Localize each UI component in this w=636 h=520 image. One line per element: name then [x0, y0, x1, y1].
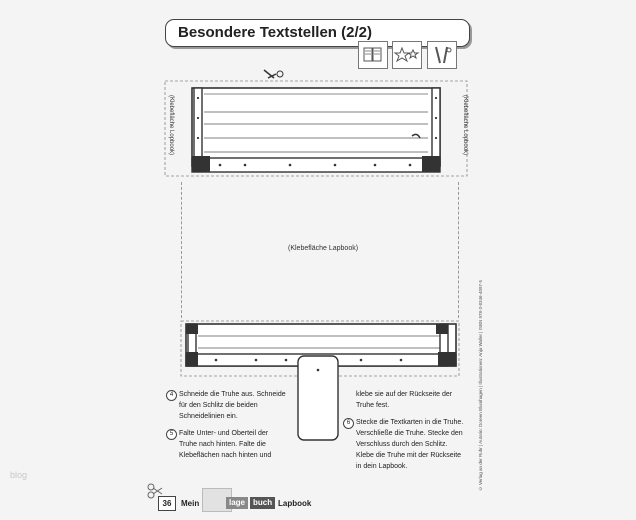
step-4-number: 4 [166, 390, 177, 401]
middle-glue-label: (Klebefläche Lapbook) [288, 245, 359, 252]
glue-label-left: (Klebefläche Lopbook) [168, 95, 174, 156]
step-6-line: Stecke die Textkarten in die Truhe. [356, 419, 464, 426]
step-6-text [356, 417, 463, 472]
step-6-number: 6 [343, 418, 354, 429]
step-6-line: Verschließe die Truhe. Stecke den [356, 430, 463, 437]
step-5-line: Falte Unter- und Oberteil der [179, 430, 269, 437]
step-4-line: Schneidelinien ein. [179, 413, 238, 420]
glue-label-right: (Klebefläche Lopbook) [462, 95, 468, 156]
step-5-line: Truhe fest. [356, 402, 390, 409]
page-number: 36 [158, 496, 176, 511]
watermark: blog [10, 470, 28, 480]
logo-buch: buch [250, 497, 275, 509]
title-box [165, 19, 470, 47]
step-5-line: klebe sie auf der Rückseite der [356, 391, 453, 398]
logo-lage: lage [226, 497, 248, 509]
tools-icon [427, 41, 457, 69]
step-5-text [179, 428, 271, 461]
step-5-line: Klebeflächen nach hinten und [179, 452, 272, 459]
step-5-number: 5 [166, 429, 177, 440]
step-4-line: Schneide die Truhe aus. Schneide [179, 391, 286, 398]
book-icon [358, 41, 388, 69]
step-4-line: für den Schlitz die beiden [179, 402, 258, 409]
scissors-icon [264, 70, 283, 78]
step-6-line: in dein Lapbook. [356, 463, 408, 470]
copyright-credit: © Verlag an der Ruhr | Autorin: Doreen Blumhagen | Illustrationen: Anja Waller | ISBN 978-3-8346-4097-5 [478, 280, 483, 492]
step-6-line: Klebe die Truhe mit der Rückseite [356, 452, 462, 459]
footer-mein: Mein [181, 499, 200, 508]
step-6-line: Verschluss durch den Schlitz. [356, 441, 448, 448]
page-title: Besondere Textstellen (2/2) [178, 24, 372, 41]
chest-top-illustration [160, 66, 478, 186]
footer-lapbook: Lapbook [278, 499, 312, 508]
stars-icon [392, 41, 422, 69]
step-4-text [179, 389, 286, 422]
step-5-continued-text [356, 389, 452, 411]
step-5-line: Truhe nach hinten. Falte die [179, 441, 266, 448]
